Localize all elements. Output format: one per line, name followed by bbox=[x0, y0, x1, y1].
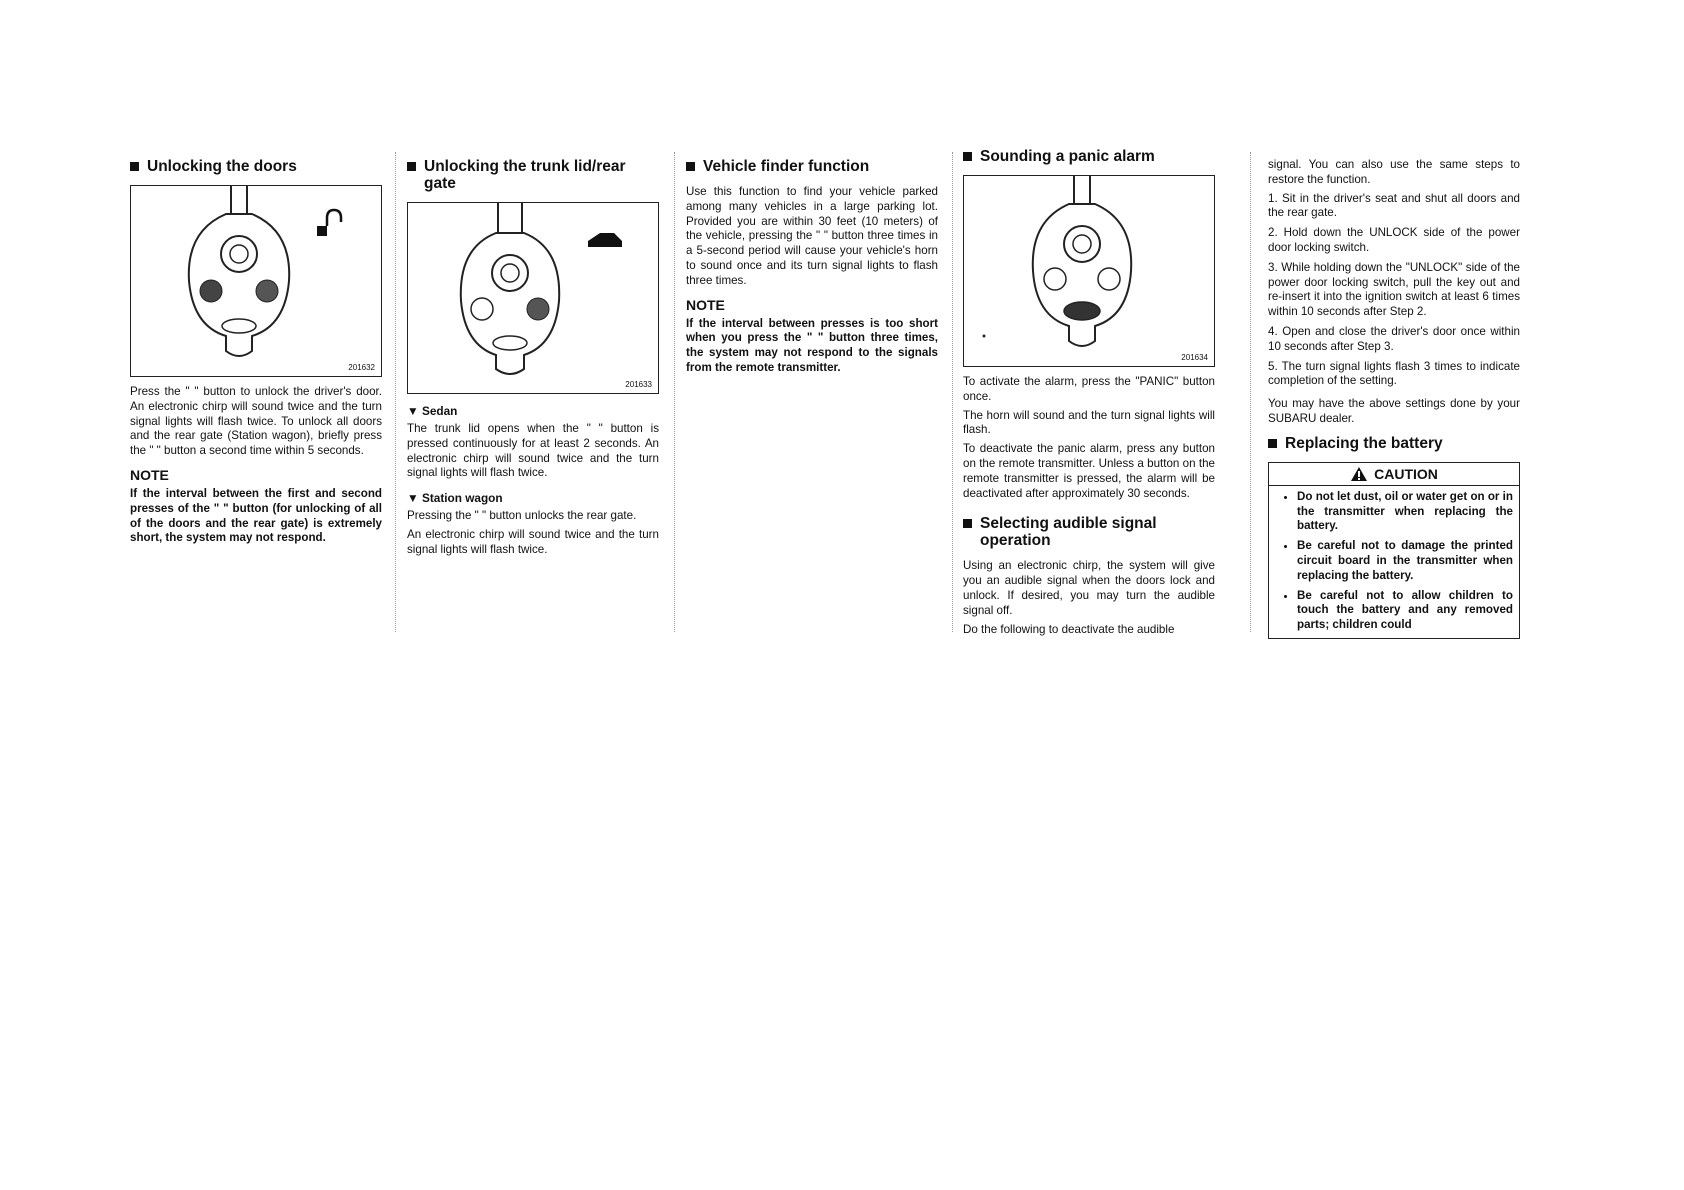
body-text: Use this function to find your vehicle parked among many vehicles in a large parking lot. Provided you are within 30 feet (10 meters) of the vehicle, pressing the " " button three times in a 5-second period will cause your vehicle's horn to sound once and its turn signal lights to flash three times. bbox=[686, 185, 938, 287]
body-text: To deactivate the panic alarm, press any button on the remote transmitter. Unless a button on the remote transmitter is pressed, the alarm will be deactivated after approximately 30 seconds. bbox=[963, 442, 1215, 500]
body-text: The horn will sound and the turn signal lights will flash. bbox=[963, 408, 1215, 437]
body-text: Using an electronic chirp, the system will give you an audible signal when the doors lock and unlock. If desired, you may turn the audible signal off. bbox=[963, 559, 1215, 617]
step-item: 4. Open and close the driver's door once within 10 seconds after Step 3. bbox=[1268, 324, 1520, 353]
caution-list bbox=[1269, 490, 1519, 633]
note-heading: NOTE bbox=[686, 296, 725, 313]
caution-box bbox=[1268, 462, 1520, 639]
unlock-icon bbox=[317, 226, 327, 236]
key-fob-figure bbox=[130, 185, 382, 377]
subheading-station-wagon: ▼ Station wagon bbox=[407, 491, 503, 506]
section-heading: Vehicle finder function bbox=[686, 158, 938, 175]
section-unlocking-trunk bbox=[407, 150, 659, 562]
figure-code: 201632 bbox=[348, 363, 375, 372]
column-divider bbox=[952, 152, 953, 632]
body-text: An electronic chirp will sound twice and the turn signal lights will flash twice. bbox=[407, 527, 659, 556]
step-item: 1. Sit in the driver's seat and shut all doors and the rear gate. bbox=[1268, 191, 1520, 220]
figure-code: 201634 bbox=[1181, 353, 1208, 362]
bullet-square-icon bbox=[963, 152, 972, 161]
note-text: If the interval between presses is too short when you press the " " button three times, the system may not respond to the signals from the remote transmitter. bbox=[686, 316, 938, 374]
key-fob-figure bbox=[407, 202, 659, 394]
body-text: Press the " " button to unlock the driver's door. An electronic chirp will sound twice and the turn signal lights will flash twice. To unlock all doors and the rear gate (Station wagon), briefly press the " " button a second time within 5 seconds. bbox=[130, 385, 382, 458]
subheading-sedan: ▼ Sedan bbox=[407, 404, 458, 418]
section-heading: Unlocking the trunk lid/rear gate bbox=[407, 158, 659, 192]
section-heading: Selecting audible signal operation bbox=[963, 515, 1215, 549]
caution-item: • Do not let dust, oil or water get on or in the transmitter when replacing the battery. bbox=[1297, 490, 1513, 534]
key-fob-figure bbox=[963, 175, 1215, 367]
caution-item: • Be careful not to damage the printed circuit board in the transmitter when replacing the battery. bbox=[1297, 539, 1513, 583]
steps-list bbox=[1268, 192, 1520, 390]
section-heading: Unlocking the doors bbox=[130, 158, 382, 175]
figure-code: 201633 bbox=[625, 380, 652, 389]
section-panic-alarm bbox=[963, 140, 1215, 641]
caution-item: • Be careful not to allow children to touch the battery and any removed parts; children could bbox=[1297, 589, 1513, 633]
body-text: The trunk lid opens when the " " button is pressed continuously for at least 2 seconds. An electronic chirp will sound twice and the turn signal lights will flash twice. bbox=[407, 422, 659, 480]
bullet-square-icon bbox=[1268, 439, 1277, 448]
body-text: To activate the alarm, press the "PANIC" button once. bbox=[963, 375, 1215, 403]
column-divider bbox=[1250, 152, 1251, 632]
trunk-icon bbox=[588, 233, 622, 247]
step-item: 5. The turn signal lights flash 3 times to indicate completion of the setting. bbox=[1268, 359, 1520, 388]
section-unlocking-doors bbox=[130, 150, 382, 546]
bullet-square-icon bbox=[686, 162, 695, 171]
bullet-square-icon bbox=[407, 162, 416, 171]
section-audible-signal-steps bbox=[1268, 158, 1520, 639]
key-fob-illustration bbox=[408, 203, 658, 393]
note-text: If the interval between the first and second presses of the " " button (for unlocking of all of the doors and the rear gate) is extremely short, the system may not respond. bbox=[130, 486, 382, 545]
column-divider bbox=[395, 152, 396, 632]
key-fob-illustration bbox=[964, 176, 1214, 366]
bullet-square-icon bbox=[963, 519, 972, 528]
body-text: signal. You can also use the same steps to restore the function. bbox=[1268, 158, 1520, 186]
warning-triangle-icon bbox=[1350, 466, 1368, 482]
section-heading: Replacing the battery bbox=[1268, 435, 1520, 452]
note-heading: NOTE bbox=[130, 466, 169, 483]
body-text: You may have the above settings done by your SUBARU dealer. bbox=[1268, 397, 1520, 425]
step-item: 2. Hold down the UNLOCK side of the power door locking switch. bbox=[1268, 226, 1520, 254]
caution-header: CAUTION bbox=[1269, 463, 1519, 486]
column-divider bbox=[674, 152, 675, 632]
step-item: 3. While holding down the "UNLOCK" side of the power door locking switch, pull the key out and re-insert it into the ignition switch at least 6 times within 10 seconds after Step 2. bbox=[1268, 260, 1520, 319]
body-text: Do the following to deactivate the audible bbox=[963, 622, 1175, 636]
body-text: Pressing the " " button unlocks the rear gate. bbox=[407, 509, 637, 523]
section-heading: Sounding a panic alarm bbox=[963, 148, 1215, 165]
bullet-square-icon bbox=[130, 162, 139, 171]
key-fob-illustration bbox=[131, 186, 381, 376]
section-vehicle-finder bbox=[686, 150, 938, 376]
